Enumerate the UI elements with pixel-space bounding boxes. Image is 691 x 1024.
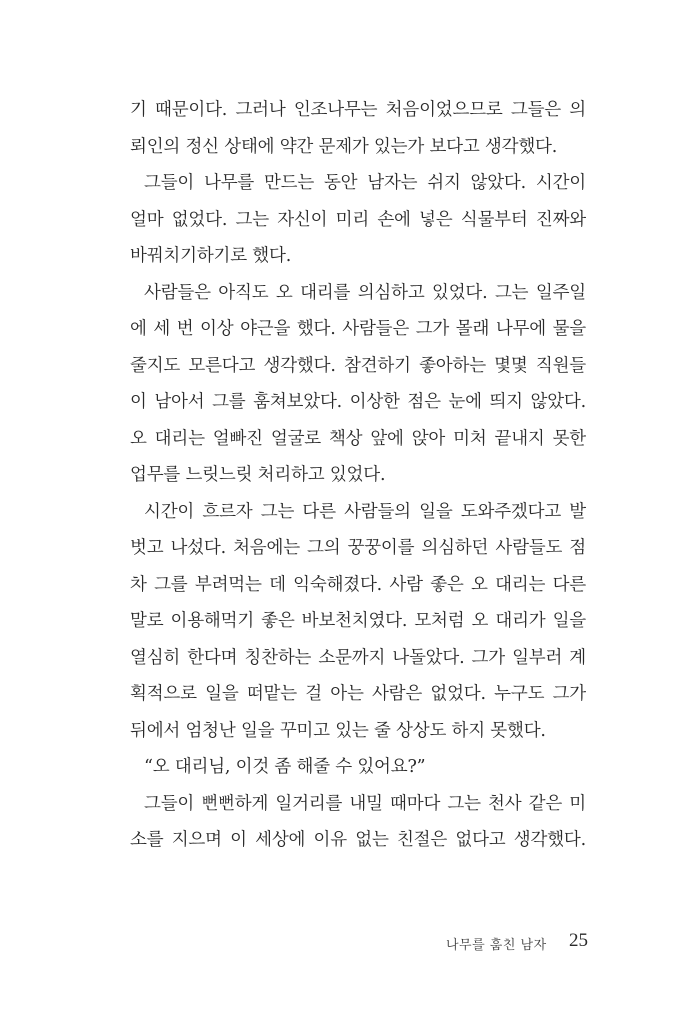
dialogue-line: “오 대리님, 이것 좀 해줄 수 있어요?” <box>144 757 426 777</box>
text-line: 열심히 한다며 칭찬하는 소문까지 나돌았다. 그가 일부러 계 <box>130 647 586 668</box>
text-line: 에 세 번 이상 야근을 했다. 사람들은 그가 몰래 나무에 물을 <box>130 319 586 339</box>
body-text <box>130 92 586 859</box>
text-line: 차 그를 부려먹는 데 익숙해졌다. 사람 좋은 오 대리는 다른 <box>130 574 586 595</box>
text-line: 바꿔치기하기로 했다. <box>130 246 292 266</box>
text-line: 얼마 없었다. 그는 자신이 미리 손에 넣은 식물부터 진짜와 <box>130 209 586 230</box>
running-title: 나무를 훔친 남자 <box>446 938 547 953</box>
text-line: 획적으로 일을 떠맡는 걸 아는 사람은 없었다. 누구도 그가 <box>130 684 586 704</box>
text-line: 이 남아서 그를 훔쳐보았다. 이상한 점은 눈에 띄지 않았다. <box>130 392 586 412</box>
text-line: 말로 이용해먹기 좋은 바보천치였다. 모처럼 오 대리가 일을 <box>130 611 586 631</box>
text-line: 기 때문이다. 그러나 인조나무는 처음이었으므로 그들은 의 <box>130 100 586 120</box>
text-line: 업무를 느릿느릿 처리하고 있었다. <box>130 465 386 485</box>
text-line: 오 대리는 얼빠진 얼굴로 책상 앞에 앉아 미처 끝내지 못한 <box>130 428 586 449</box>
text-line: 뒤에서 엄청난 일을 꾸미고 있는 줄 상상도 하지 못했다. <box>130 720 546 741</box>
text-line: 그들이 나무를 만드는 동안 남자는 쉬지 않았다. 시간이 <box>144 173 586 193</box>
text-line: 벗고 나섰다. 처음에는 그의 꿍꿍이를 의심하던 사람들도 점 <box>130 538 586 558</box>
text-line: 줄지도 모른다고 생각했다. 참견하기 좋아하는 몇몇 직원들 <box>130 355 586 376</box>
text-line: 시간이 흐르자 그는 다른 사람들의 일을 도와주겠다고 발 <box>144 501 586 522</box>
page-footer <box>0 930 691 960</box>
text-line: 뢰인의 정신 상태에 약간 문제가 있는가 보다고 생각했다. <box>130 136 558 157</box>
text-line: 그들이 뻔뻔하게 일거리를 내밀 때마다 그는 천사 같은 미 <box>144 793 586 814</box>
text-line: 소를 지으며 이 세상에 이유 없는 친절은 없다고 생각했다. <box>130 830 586 850</box>
text-line: 사람들은 아직도 오 대리를 의심하고 있었다. 그는 일주일 <box>144 282 586 303</box>
page-number: 25 <box>569 930 588 951</box>
